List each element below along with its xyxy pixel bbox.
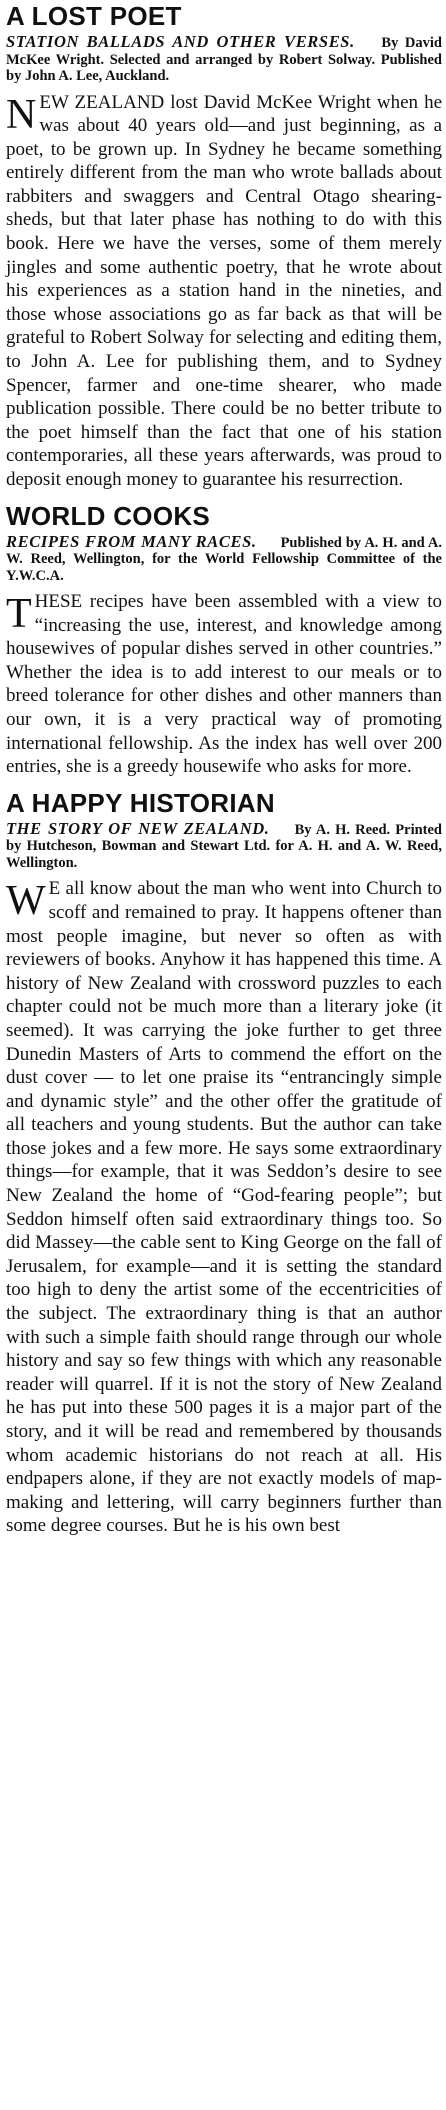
review-heading: A HAPPY HISTORIAN <box>6 787 275 818</box>
review-heading: A LOST POET <box>6 1 182 31</box>
review-lost-poet <box>6 2 442 492</box>
book-credits: By A. H. Reed. Printed by Hutcheson, Bowman and Stewart Ltd. for A. H. and A. W. Reed, Wellington. <box>6 821 443 871</box>
book-credits: Published by A. H. and A. W. Reed, Wellington, for the World Fellowship Committee of the Y.W.C.A. <box>6 534 442 584</box>
drop-cap: T <box>6 591 32 638</box>
drop-cap: N <box>6 91 37 138</box>
book-title: STATION BALLADS AND OTHER VERSES. <box>6 32 355 51</box>
review-heading: WORLD COOKS <box>6 500 211 531</box>
book-details <box>6 818 443 872</box>
review-body <box>6 91 442 492</box>
book-credits: By David McKee Wright. Selected and arranged by Robert Solway. Published by John A. Lee, Auckland. <box>6 35 442 84</box>
review-body <box>6 590 442 779</box>
review-text: HESE recipes have been assembled with a view to “increasing the use, interest, and knowledge among housewives of popular dishes served in other countries.” Whether the idea is to add interest to our meals or to breed tolerance for other dishes and other manners than our own, it is a very practical way of promoting international fellowship. As the index has well over 200 entries, she is a greedy housewife who asks for more. <box>6 591 442 778</box>
review-text: E all know about the man who went into Church to scoff and remained to pray. It happens oftener than most people imagine, but never so often as with reviewers of books. Anyhow it has happened this time. A history of New Zealand with crossword puzzles to each chapter could not be much more than a literary joke (it seemed). It was carrying the joke further to get three Dunedin Masters of Arts to commend the effort on the dust cover — to let one praise its “entrancingly simple and dynamic style” and the other offer the gratitude of all teachers and young students. But the author can take those jokes and a few more. He says some extraordinary things—for example, that it was Seddon’s desire to see New Zealand the home of “God-fearing people”; but Seddon himself often said extraordinary things too. So did Massey—the cable sent to King George on the fall of Jerusalem, for example—and it is setting the standard too high to deny the artist some of the eccentricities of the subject. The extraordinary thing is that an author with such a simple faith should range through our whole history and say so few things with which any reasonable reader will quarrel. If it is not the story of New Zealand he has put into these 500 pages it is a major part of the story, and it will be read and remembered by thousands whom academic historians do not reach at all. His endpapers alone, if they are not exactly models of map-making and lettering, will carry beginners further than some degree courses. But he is his own best <box>6 878 442 1537</box>
review-body <box>6 877 442 1538</box>
book-title: RECIPES FROM MANY RACES. <box>6 531 257 551</box>
page <box>0 2 446 2110</box>
book-details <box>6 34 442 85</box>
drop-cap: W <box>6 878 46 925</box>
book-details <box>6 531 442 585</box>
book-title: THE STORY OF NEW ZEALAND. <box>6 818 270 838</box>
review-happy-historian <box>6 789 442 1538</box>
review-world-cooks <box>6 502 442 779</box>
review-text: EW ZEALAND lost David McKee Wright when he was about 40 years old—and just beginning, as a poet, to be grown up. In Sydney he became something entirely different from the man who wrote ballads about rabbiters and swaggers and Central Otago shearing-sheds, but that later phase has nothing to do with this book. Here we have the verses, some of them merely jingles and some authentic poetry, that he wrote about his experiences as a station hand in the nineties, and those whose associations go as far back as that will be grateful to Robert Solway for selecting and editing them, to John A. Lee for publishing them, and to Sydney Spencer, farmer and one-time shearer, who made publication possible. There could be no better tribute to the poet himself than the fact that one of his station contemporaries, all these years afterwards, was proud to deposit enough money to guarantee his resurrection. <box>6 91 442 490</box>
